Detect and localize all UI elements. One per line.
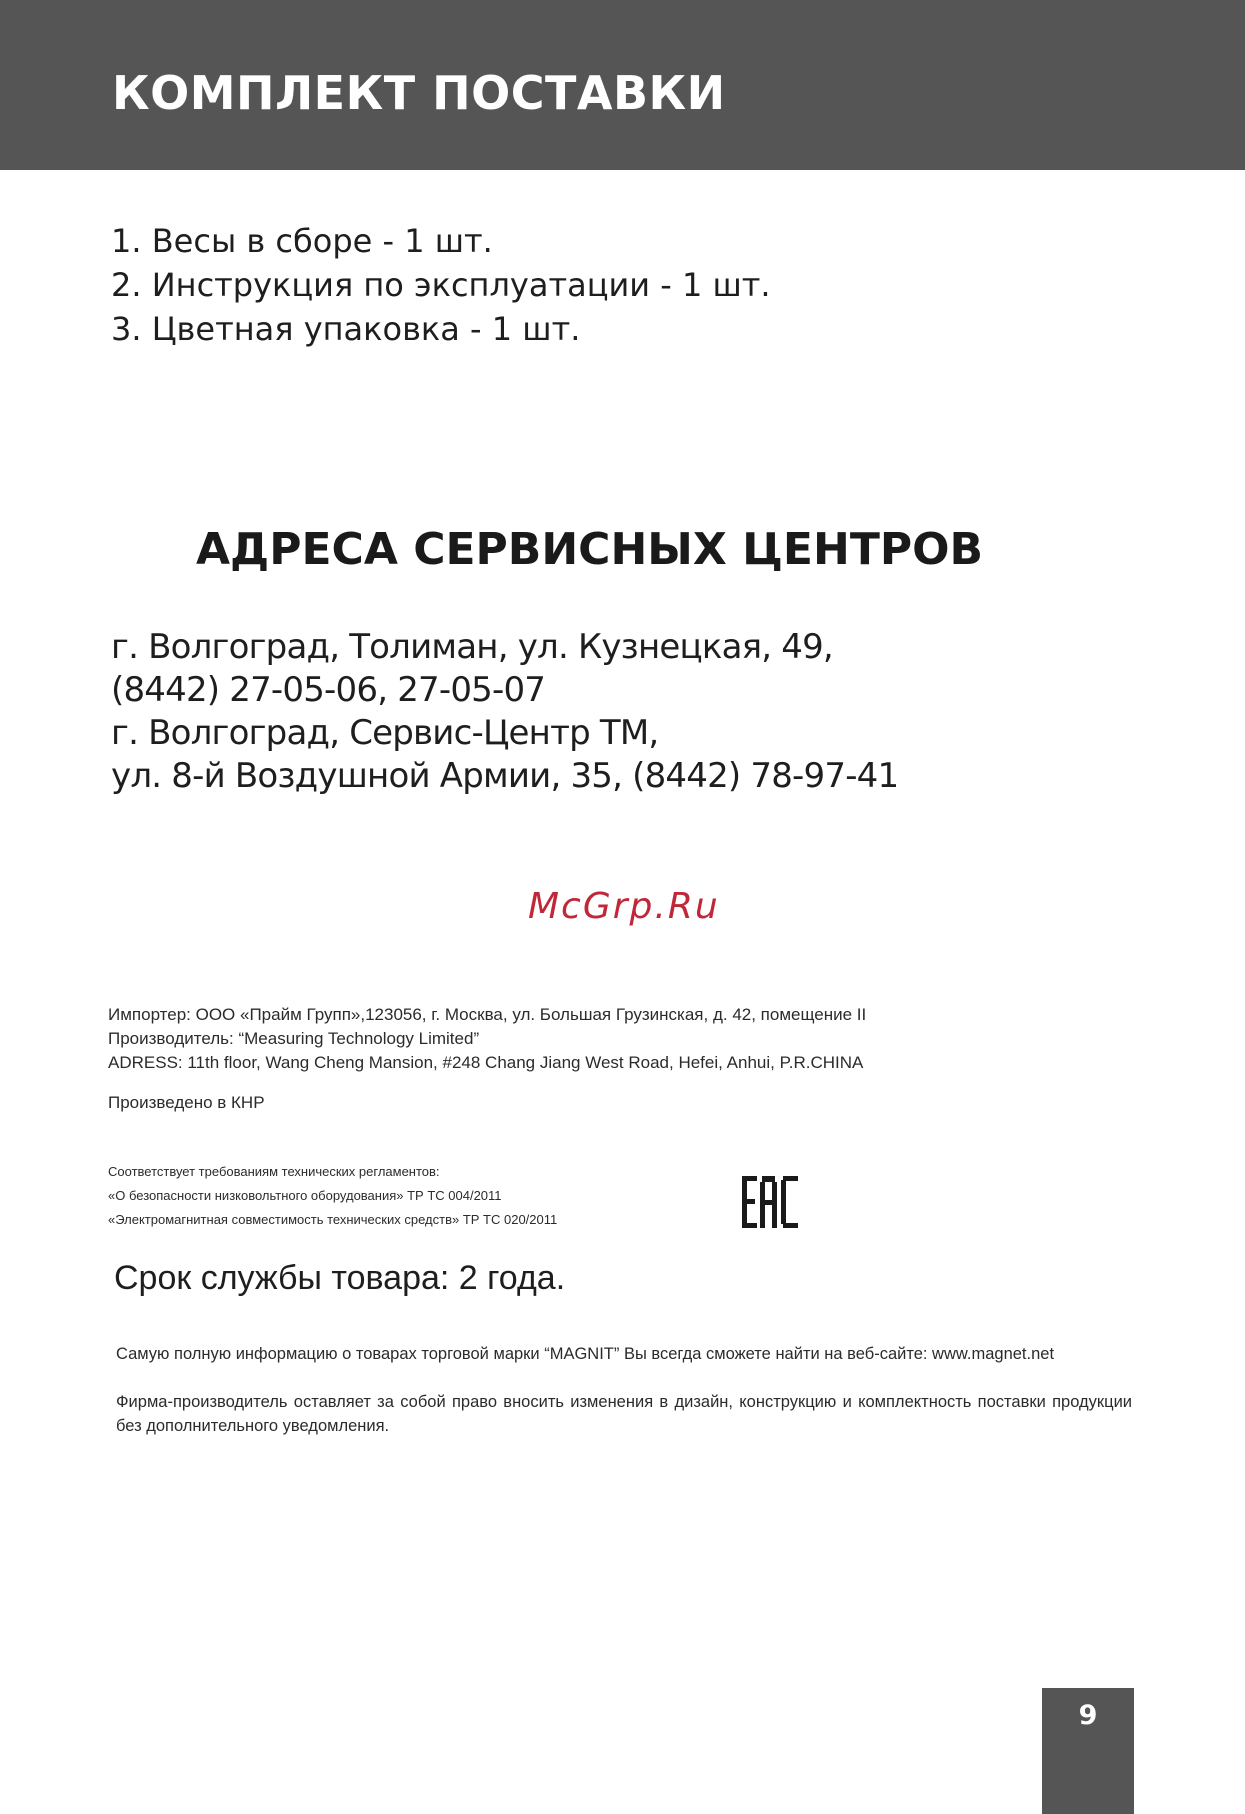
compliance-line: Соответствует требованиям технических регламентов: — [108, 1164, 440, 1179]
service-centers-heading: АДРЕСА СЕРВИСНЫХ ЦЕНТРОВ — [196, 524, 984, 575]
info-block — [116, 1342, 1132, 1438]
importer-line: Импортер: ООО «Прайм Групп»,123056, г. Москва, ул. Большая Грузинская, д. 42, помещение II — [108, 1005, 867, 1024]
page-title: КОМПЛЕКТ ПОСТАВКИ — [112, 66, 726, 120]
header-bar — [0, 0, 1245, 170]
compliance-line: «Электромагнитная совместимость технических средств» ТР ТС 020/2011 — [108, 1212, 558, 1227]
manufacturer-line: Производитель: “Measuring Technology Limited” — [108, 1029, 480, 1048]
service-centers-addresses — [111, 626, 898, 798]
made-in-text: Произведено в КНР — [108, 1093, 265, 1112]
delivery-contents-list — [111, 219, 771, 351]
list-item: 3. Цветная упаковка - 1 шт. — [111, 310, 581, 348]
service-life-text: Срок службы товара: 2 года. — [114, 1259, 566, 1297]
importer-info — [108, 1003, 866, 1075]
disclaimer-paragraph: Фирма-производитель оставляет за собой право вносить изменения в дизайн, конструкцию и комплектность поставки продукции без дополнительного уведомления. — [116, 1393, 1132, 1435]
watermark: McGrp.Ru — [528, 886, 720, 927]
compliance-info — [108, 1160, 557, 1232]
info-paragraph: Самую полную информацию о товарах торговой марки “MAGNIT” Вы всегда сможете найти на веб-сайте: www.magnet.net — [116, 1345, 1055, 1363]
address-line: ул. 8-й Воздушной Армии, 35, (8442) 78-97-41 — [111, 756, 899, 796]
address-line: ADRESS: 11th floor, Wang Cheng Mansion, #248 Chang Jiang West Road, Hefei, Anhui, P.R.CHINA — [108, 1053, 864, 1072]
address-line: г. Волгоград, Толиман, ул. Кузнецкая, 49, — [111, 627, 833, 667]
list-item: 1. Весы в сборе - 1 шт. — [111, 222, 493, 260]
page-number-tab — [1042, 1688, 1134, 1814]
list-item: 2. Инструкция по эксплуатации - 1 шт. — [111, 266, 771, 304]
eac-mark-icon — [740, 1172, 800, 1232]
page-number: 9 — [1078, 1700, 1098, 1731]
address-line: (8442) 27-05-06, 27-05-07 — [111, 670, 546, 710]
address-line: г. Волгоград, Сервис-Центр ТМ, — [111, 713, 659, 753]
compliance-line: «О безопасности низковольтного оборудования» ТР ТС 004/2011 — [108, 1188, 502, 1203]
